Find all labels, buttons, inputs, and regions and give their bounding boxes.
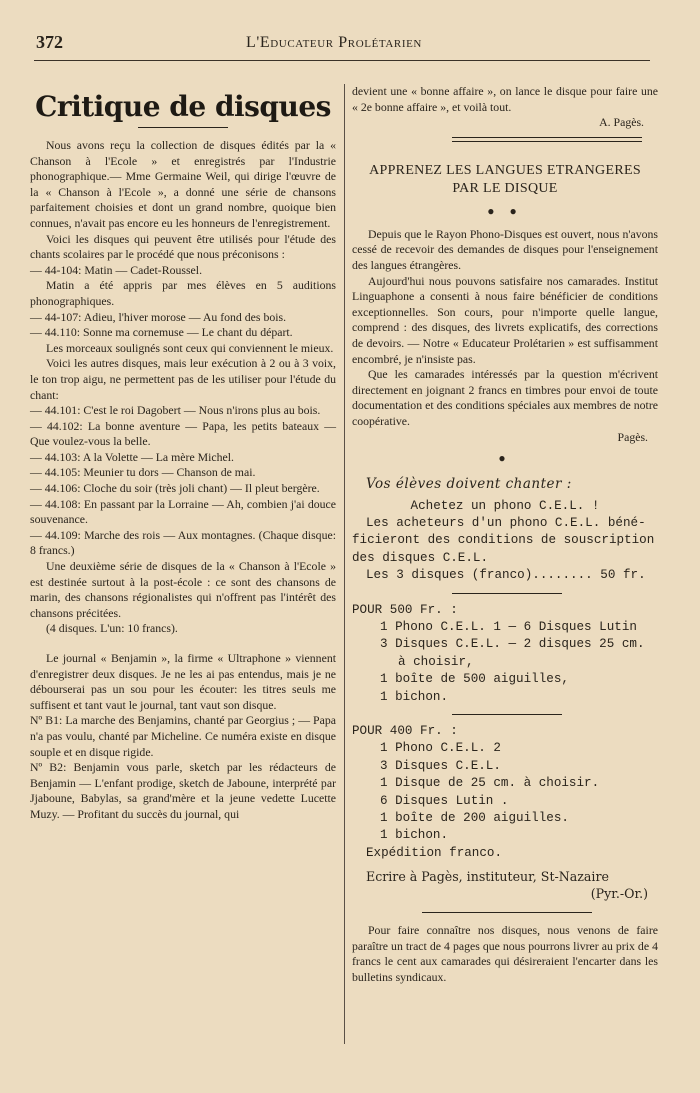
ad-offer-line: ficieront des conditions de souscription (352, 533, 655, 548)
paragraph: Les morceaux soulignés sont ceux qui conviennent le mieux. (46, 340, 334, 355)
ad-price-line: Les 3 disques (franco)........ 50 fr. (366, 568, 646, 583)
left-column (30, 84, 336, 823)
paragraph: Que les camarades intéressés par la question m'écrivent directement en joignant 2 francs en timbres pour envoi de toute documentation et des conditions spéciales aux membres de notre coopérative. (352, 367, 658, 428)
shipping-note: Expédition franco. (366, 845, 503, 860)
running-title: L'Educateur Prolétarien (246, 34, 422, 51)
pack-500-item: à choisir, (398, 654, 474, 669)
paragraph: Matin a été appris par mes élèves en 5 auditions phonographiques. (30, 278, 336, 308)
paragraph: (4 disques. L'un: 10 francs). (46, 621, 178, 636)
disc-entry: — 44.110: Sonne ma cornemuse — Le chant du départ. (30, 325, 293, 340)
spacer (30, 637, 336, 651)
ornament-dot: ● (498, 451, 512, 466)
pack-500-item: 3 Disques C.E.L. — 2 disques 25 cm. (380, 637, 645, 652)
footer-paragraph: Pour faire connaître nos disques, nous venons de faire paraître un tract de 4 pages que nous pourrons livrer au prix de 4 francs le cent aux camarades qui désireraient l'encarter dans les bulletins syndicaux. (352, 923, 658, 984)
signature: Pagès. (617, 429, 648, 444)
continuation-text: devient une « bonne affaire », on lance le disque pour faire une « 2e bonne affaire », et voilà tout. (352, 84, 658, 114)
disc-entry: — 44.102: La bonne aventure — Papa, les petits bateaux — Que voulez-vous la belle. (30, 418, 336, 449)
paragraph: Le journal « Benjamin », la firme « Ultraphone » viennent d'enregistrer deux disques. Je ne les ai pas entendus, mais je ne débourserai pas un sou pour les écouter: les titres seuls me suffisent et tant vaut le journal, tant vaut son disque. (30, 651, 336, 712)
disc-entry: — 44.106: Cloche du soir (très joli chant) — Il pleut bergère. (30, 481, 320, 496)
paragraph: Voici les disques qui peuvent être utilisés pour l'étude des chants scolaires par le procédé que nous préconisons : (30, 231, 336, 262)
paragraph: Une deuxième série de disques de la « Chanson à l'Ecole » est destinée surtout à la post-école : ce sont des chansons de marin, des chansons régionalistes qui n'offrent pas l'intérêt des chansons précitées. (30, 559, 336, 620)
advertisement (352, 476, 658, 902)
pack-500-item: 1 Phono C.E.L. 1 — 6 Disques Lutin (380, 619, 637, 634)
pack-400-item: 1 bichon. (380, 828, 449, 843)
paragraph: Voici les autres disques, mais leur exécution à 2 ou à 3 voix, le ton trop aigu, ne permettent pas de les utiliser pour l'étude du chant: (30, 356, 336, 402)
section-heading-line: APPRENEZ LES LANGUES ETRANGERES (369, 162, 641, 178)
pack-400-item: 1 Disque de 25 cm. à choisir. (380, 776, 600, 791)
disc-entry: — 44-107: Adieu, l'hiver morose — Au fond des bois. (30, 309, 287, 324)
region-line: (Pyr.-Or.) (590, 886, 648, 902)
pack-400-title: POUR 400 Fr. : (352, 723, 458, 738)
ad-rule (452, 593, 562, 594)
page-number: 372 (36, 32, 63, 52)
right-column (352, 84, 658, 986)
title-underline (138, 127, 228, 128)
paragraph: Aujourd'hui nous pouvons satisfaire nos camarades. Institut Linguaphone a consenti à nous faire bénéficier de conditions exceptionnelles. Son cours, pour n'importe quelle langue, comprend : des disques, des livrets explicatifs, des corrections de devoirs. — Notre « Educateur Prolétarien » est suffisamment encombré, je n'insiste pas. (352, 273, 658, 366)
ornament-dots: ● ● (487, 203, 523, 218)
paragraph: Nous avons reçu la collection de disques édités par la « Chanson à l'Ecole » et enregistrés par l'Industrie phonographique.— Mme Germaine Weil, qui dirige l'œuvre de la « Chanson à l'Ecole », a donné une série de chansons parfaitement choisies et dont un grand nombre, quoique bien connues, n'avait pas encore eu les honneurs de l'enregistrement. (30, 138, 336, 230)
column-divider (344, 84, 345, 1044)
disc-entry: Nº B2: Benjamin vous parle, sketch par les rédacteurs de Benjamin — L'enfant prodige, sketch de Jaboune, interprété par Jjaboune, Babylas, sa grand'mère et la jeune vedette Lucette Muzy. — Profitant du succès du journal, qui (30, 760, 336, 821)
pack-500-item: 1 boîte de 500 aiguilles, (380, 672, 569, 687)
section-rule (452, 137, 642, 142)
pack-400-item: 6 Disques Lutin . (380, 793, 509, 808)
pack-500-item: 1 bichon. (380, 689, 449, 704)
disc-entry: — 44.108: En passant par la Lorraine — Ah, combien j'ai douce souvenance. (30, 496, 336, 527)
pack-400-item: 1 boîte de 200 aiguilles. (380, 811, 569, 825)
disc-entry: — 44.103: A la Volette — La mère Michel. (30, 449, 235, 464)
disc-entry: — 44.109: Marche des rois — Aux montagnes. (Chaque disque: 8 francs.) (30, 527, 336, 558)
disc-entry: — 44-104: Matin — Cadet-Roussel. (30, 262, 203, 277)
disc-entry: — 44.101: C'est le roi Dagobert — Nous n'irons plus au bois. (30, 403, 321, 418)
ad-offer-line: Les acheteurs d'un phono C.E.L. béné- (366, 515, 646, 530)
page-header (34, 30, 650, 61)
write-to-line: Ecrire à Pagès, instituteur, St-Nazaire (366, 869, 609, 885)
disc-entry: — 44.105: Meunier tu dors — Chanson de mai. (30, 465, 256, 480)
section-heading (352, 162, 658, 198)
footer-rule (422, 912, 592, 913)
paragraph: Depuis que le Rayon Phono-Disques est ouvert, nous n'avons cessé de recevoir des demandes de disques pour l'enseignement des langues étrangères. (352, 226, 658, 272)
pack-500-title: POUR 500 Fr. : (352, 602, 458, 617)
pack-400-item: 3 Disques C.E.L. (380, 758, 501, 773)
signature: A. Pagès. (599, 115, 644, 130)
ad-title: Vos élèves doivent chanter : (366, 476, 572, 493)
ad-offer-line: des disques C.E.L. (352, 550, 489, 565)
pack-400-item: 1 Phono C.E.L. 2 (380, 741, 501, 756)
disc-entry: Nº B1: La marche des Benjamins, chanté par Georgius ; — Papa n'a pas voulu, chanté par Micheline. Ce numéra existe en disque souple et en disque rigide. (30, 713, 336, 759)
article-title: Critique de disques (35, 90, 331, 123)
section-heading-line: PAR LE DISQUE (452, 180, 558, 196)
ad-buy-line: Achetez un phono C.E.L. ! (410, 498, 600, 513)
ad-rule (452, 714, 562, 715)
